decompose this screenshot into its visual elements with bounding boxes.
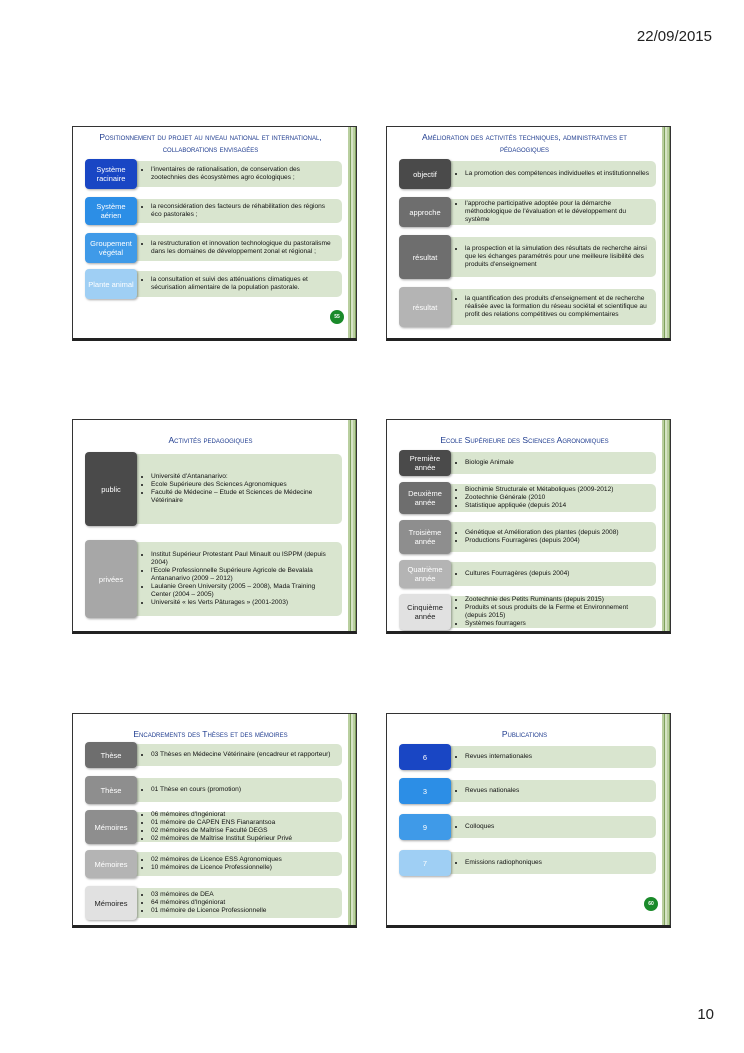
row-bullet-item: • Zootechnie des Petits Ruminants (depuis 2015) (465, 596, 650, 604)
slide-row (73, 269, 356, 299)
slide-number-badge: 60 (644, 897, 658, 911)
slide-row (73, 159, 356, 189)
row-bullet-item: • 03 mémoires de DEA (151, 891, 266, 899)
row-bullet-item: • Biologie Animale (465, 459, 514, 467)
slide-positionnement (72, 126, 357, 341)
slide-encadrements (72, 713, 357, 928)
row-bullet-item: • la quantification des produits d'enseignement et de recherche réalisée avec la formation du réseau sociétal et scientifique au profit des relations compétitives ou complémentaires (465, 295, 650, 319)
slide-row (387, 520, 670, 554)
row-label: Système aérien (85, 197, 137, 225)
slide-row (387, 744, 670, 770)
row-bullet-item: • Emissions radiophoniques (465, 859, 542, 867)
row-bullet-item: • Université d'Antananarivo: (151, 473, 336, 481)
row-label: Deuxième année (399, 482, 451, 514)
row-content-box (445, 161, 656, 187)
row-bullet-item: • Laulanie Green University (2005 – 2008), Mada Training Center (2004 – 2005) (151, 583, 336, 599)
row-bullet-item: • l'Ecole Professionnelle Supérieure Agricole de Bevalala Antananarivo (2009 – 2012) (151, 567, 336, 583)
row-bullet-item: • la prospection et la simulation des résultats de recherche ainsi que les échanges paramétrés pour une meilleure lisibilité des produits d'enseignement (465, 245, 650, 269)
row-bullet-item: • la consultation et suivi des atténuations climatiques et sécurisation alimentaire de la population pastorale. (151, 276, 336, 292)
slide-row (73, 850, 356, 878)
row-content-box (131, 812, 342, 842)
row-label: Système racinaire (85, 159, 137, 189)
slide-title: Activités pedagogiques (168, 435, 253, 445)
row-content-box (131, 542, 342, 616)
slide-row (387, 778, 670, 804)
row-bullet-item: • Revues nationales (465, 787, 519, 795)
row-label: Thèse (85, 776, 137, 804)
slide-row (387, 287, 670, 327)
row-bullet-item: • 01 Thèse en cours (promotion) (151, 786, 241, 794)
row-bullet-item: • 02 mémoires de Licence ESS Agronomiques (151, 856, 282, 864)
slide-row (73, 452, 356, 526)
row-content-box (131, 888, 342, 918)
row-content-box (131, 199, 342, 223)
row-bullet-item: • Systèmes fourragers (465, 620, 650, 628)
row-content-box (445, 780, 656, 802)
row-label: 9 (399, 814, 451, 840)
slide-row (73, 233, 356, 263)
row-label: Mémoires (85, 850, 137, 878)
slide-title: Publications (501, 729, 548, 739)
row-bullet-item: • la restructuration et innovation technologique du pastoralisme dans les domaines de développement zonal et régional ; (151, 240, 336, 256)
row-bullet-item: • l'approche participative adoptée pour la démarche méthodologique de l'évaluation et le développement du système (465, 200, 650, 224)
slide-row (73, 197, 356, 225)
row-bullet-item: • 01 mémoire de Licence Professionnelle (151, 907, 266, 915)
row-label: Quatrième année (399, 560, 451, 588)
row-label: Mémoires (85, 810, 137, 844)
row-bullet-item: • Cultures Fourragères (depuis 2004) (465, 570, 569, 578)
slide-row (387, 814, 670, 840)
row-bullet-item: • Biochimie Structurale et Métaboliques (2009-2012) (465, 486, 613, 494)
slide-row (387, 594, 670, 630)
row-content-box (131, 161, 342, 187)
row-content-box (445, 746, 656, 768)
row-label: Cinquième année (399, 594, 451, 630)
row-bullet-item: • 02 mémoires de Maîtrise Faculté DEGS (151, 827, 292, 835)
row-content-box (445, 484, 656, 512)
row-content-box (445, 816, 656, 838)
row-label: public (85, 452, 137, 526)
slide-row (73, 540, 356, 618)
row-label: résultat (399, 235, 451, 279)
slide-activites-pedagogiques (72, 419, 357, 634)
row-bullet-item: • 02 mémoires de Maîtrise Institut Supérieur Privé (151, 835, 292, 843)
row-content-box (131, 852, 342, 876)
row-label: 7 (399, 850, 451, 876)
row-label: 6 (399, 744, 451, 770)
row-bullet-item: • Productions Fourragères (depuis 2004) (465, 537, 619, 545)
slide-row (387, 159, 670, 189)
row-content-box (445, 452, 656, 474)
row-label: approche (399, 197, 451, 227)
row-bullet-item: • la reconsidération des facteurs de réhabilitation des régions éco pastorales ; (151, 203, 336, 219)
row-bullet-item: • Institut Supérieur Protestant Paul Minault ou ISPPM (depuis 2004) (151, 551, 336, 567)
slide-row (387, 450, 670, 476)
row-content-box (131, 778, 342, 802)
row-bullet-item: • Université « les Verts Pâturages » (2001-2003) (151, 599, 336, 607)
slide-essa (386, 419, 671, 634)
page-number: 10 (697, 1006, 714, 1023)
row-bullet-item: • Statistique appliquée (depuis 2014 (465, 502, 613, 510)
row-label: Plante animal (85, 269, 137, 299)
row-label: Troisième année (399, 520, 451, 554)
slide-amelioration (386, 126, 671, 341)
row-bullet-item: • l'inventaires de rationalisation, de conservation des zootechnies des écosystèmes agro écologiques ; (151, 166, 336, 182)
slide-row (387, 560, 670, 588)
row-content-box (445, 852, 656, 874)
row-label: Thèse (85, 742, 137, 768)
row-bullet-item: • 01 mémoire de CAPEN ENS Fianarantsoa (151, 819, 292, 827)
row-bullet-item: • Produits et sous produits de la Ferme et Environnement (depuis 2015) (465, 604, 650, 620)
slide-row (73, 742, 356, 768)
slide-row (73, 810, 356, 844)
slide-number-badge: 55 (330, 310, 344, 324)
row-bullet-item: • 03 Thèses en Médecine Vétérinaire (encadreur et rapporteur) (151, 751, 330, 759)
row-content-box (445, 522, 656, 552)
row-content-box (131, 454, 342, 524)
row-bullet-item: • Faculté de Médecine – Etude et Sciences de Médecine Vétérinaire (151, 489, 336, 505)
slide-title: Amélioration des activités techniques, administratives et pédagogiques (422, 132, 627, 154)
row-bullet-item: • La promotion des compétences individuelles et institutionnelles (465, 170, 649, 178)
slide-title: Ecole Supérieure des Sciences Agronomiques (440, 435, 609, 445)
row-label: Première année (399, 450, 451, 476)
slide-title: Encadrements des Thèses et des mémoires (133, 729, 288, 739)
row-bullet-item: • Zootechnie Générale (2010 (465, 494, 613, 502)
slide-publications (386, 713, 671, 928)
row-content-box (131, 271, 342, 297)
row-label: objectif (399, 159, 451, 189)
row-label: résultat (399, 287, 451, 327)
row-label: privées (85, 540, 137, 618)
row-bullet-item: • 64 mémoires d'Ingéniorat (151, 899, 266, 907)
row-content-box (445, 237, 656, 277)
slide-row (387, 197, 670, 227)
slide-row (73, 776, 356, 804)
slide-row (73, 886, 356, 920)
row-content-box (445, 199, 656, 225)
row-bullet-item: • Colloques (465, 823, 494, 831)
row-bullet-item: • 06 mémoires d'Ingéniorat (151, 811, 292, 819)
row-content-box (445, 562, 656, 586)
row-content-box (131, 235, 342, 261)
row-content-box (131, 744, 342, 766)
row-bullet-item: • Génétique et Amélioration des plantes (depuis 2008) (465, 529, 619, 537)
row-label: Groupement végétal (85, 233, 137, 263)
slide-row (387, 850, 670, 876)
slide-row (387, 482, 670, 514)
row-label: Mémoires (85, 886, 137, 920)
slide-title: Positionnement du projet au niveau national et international, collaborations envisagées (99, 132, 322, 154)
row-label: 3 (399, 778, 451, 804)
row-content-box (445, 596, 656, 628)
header-date: 22/09/2015 (636, 28, 712, 45)
slide-row (387, 235, 670, 279)
row-bullet-item: • 10 mémoires de Licence Professionnelle) (151, 864, 282, 872)
row-content-box (445, 289, 656, 325)
row-bullet-item: • Ecole Supérieure des Sciences Agronomiques (151, 481, 336, 489)
row-bullet-item: • Revues internationales (465, 753, 532, 761)
